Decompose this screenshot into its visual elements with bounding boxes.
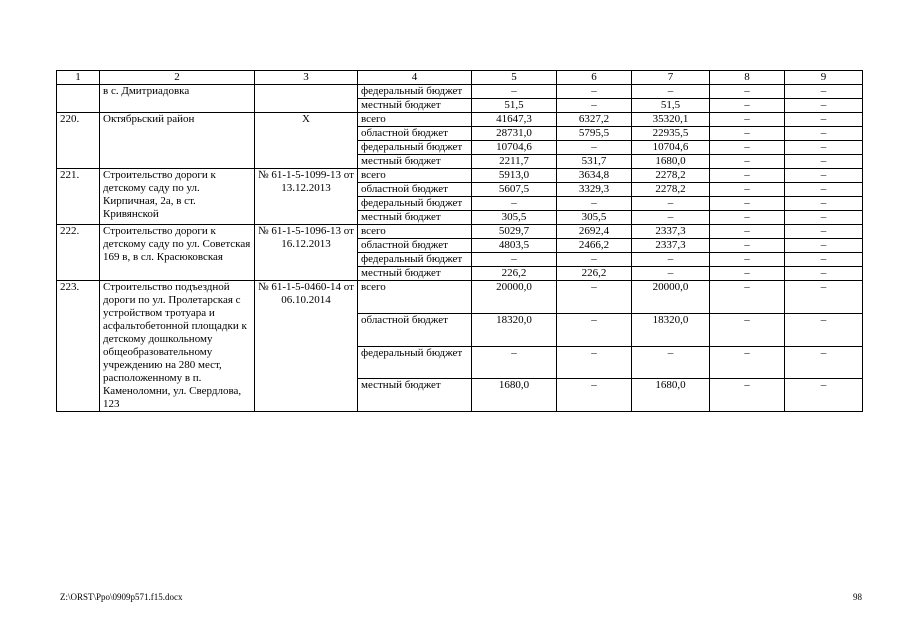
value-col6: 5795,5: [557, 127, 632, 141]
value-col6: –: [557, 141, 632, 155]
funding-source: федеральный бюджет: [358, 141, 472, 155]
funding-source: всего: [358, 113, 472, 127]
value-col8: –: [710, 313, 785, 346]
value-col6: 305,5: [557, 211, 632, 225]
funding-source: местный бюджет: [358, 267, 472, 281]
value-total: 41647,3: [472, 113, 557, 127]
value-col6: –: [557, 99, 632, 113]
value-col9: –: [785, 225, 863, 239]
value-col7: 51,5: [632, 99, 710, 113]
value-total: 10704,6: [472, 141, 557, 155]
value-total: 51,5: [472, 99, 557, 113]
value-col6: –: [557, 346, 632, 379]
value-col6: 2466,2: [557, 239, 632, 253]
row-number: [57, 85, 100, 113]
value-total: 5029,7: [472, 225, 557, 239]
header-cell: 2: [100, 71, 255, 85]
document-number: № 61-1-5-0460-14 от 06.10.2014: [255, 281, 358, 412]
row-number: 223.: [57, 281, 100, 412]
value-total: 5607,5: [472, 183, 557, 197]
value-col9: –: [785, 169, 863, 183]
header-cell: 6: [557, 71, 632, 85]
object-name: Октябрьский район: [100, 113, 255, 169]
table-row: [57, 169, 863, 183]
value-total: 4803,5: [472, 239, 557, 253]
value-col8: –: [710, 253, 785, 267]
value-total: –: [472, 253, 557, 267]
value-col7: –: [632, 267, 710, 281]
value-col9: –: [785, 113, 863, 127]
footer-file-path: Z:\ORST\Ppo\0909p571.f15.docx: [60, 592, 183, 602]
funding-source: местный бюджет: [358, 211, 472, 225]
funding-source: федеральный бюджет: [358, 85, 472, 99]
header-cell: 7: [632, 71, 710, 85]
funding-source: всего: [358, 281, 472, 314]
value-col7: –: [632, 85, 710, 99]
value-col6: 6327,2: [557, 113, 632, 127]
header-cell: 5: [472, 71, 557, 85]
value-col9: –: [785, 99, 863, 113]
value-col8: –: [710, 169, 785, 183]
value-col7: 20000,0: [632, 281, 710, 314]
value-col8: –: [710, 346, 785, 379]
value-col8: –: [710, 197, 785, 211]
value-col9: –: [785, 127, 863, 141]
table-header-row: [57, 71, 863, 85]
value-col6: –: [557, 197, 632, 211]
value-col7: –: [632, 253, 710, 267]
funding-source: всего: [358, 169, 472, 183]
value-col9: –: [785, 155, 863, 169]
value-col9: –: [785, 85, 863, 99]
value-col7: –: [632, 211, 710, 225]
value-col7: 1680,0: [632, 155, 710, 169]
value-col8: –: [710, 239, 785, 253]
value-col8: –: [710, 141, 785, 155]
value-col6: –: [557, 281, 632, 314]
value-col9: –: [785, 211, 863, 225]
document-number: № 61-1-5-1096-13 от 16.12.2013: [255, 225, 358, 281]
value-col7: 10704,6: [632, 141, 710, 155]
value-col8: –: [710, 99, 785, 113]
value-col8: –: [710, 379, 785, 412]
value-col7: 2337,3: [632, 225, 710, 239]
header-cell: 8: [710, 71, 785, 85]
value-total: 5913,0: [472, 169, 557, 183]
value-total: 2211,7: [472, 155, 557, 169]
funding-source: федеральный бюджет: [358, 346, 472, 379]
table-row: [57, 113, 863, 127]
value-col8: –: [710, 211, 785, 225]
value-total: 28731,0: [472, 127, 557, 141]
value-col6: –: [557, 313, 632, 346]
value-col9: –: [785, 379, 863, 412]
value-total: 1680,0: [472, 379, 557, 412]
value-col7: –: [632, 346, 710, 379]
value-col8: –: [710, 183, 785, 197]
document-number: [255, 85, 358, 113]
value-col9: –: [785, 239, 863, 253]
value-col9: –: [785, 253, 863, 267]
value-col7: 18320,0: [632, 313, 710, 346]
value-col6: –: [557, 253, 632, 267]
value-total: –: [472, 197, 557, 211]
object-name: Строительство дороги к детскому саду по ул. Кирпичная, 2а, в ст. Кривянской: [100, 169, 255, 225]
header-cell: 9: [785, 71, 863, 85]
value-col8: –: [710, 85, 785, 99]
value-col6: –: [557, 379, 632, 412]
value-col6: –: [557, 85, 632, 99]
value-col7: 2278,2: [632, 183, 710, 197]
header-cell: 4: [358, 71, 472, 85]
funding-source: местный бюджет: [358, 155, 472, 169]
value-col8: –: [710, 267, 785, 281]
footer-page-number: 98: [853, 592, 862, 602]
value-col8: –: [710, 113, 785, 127]
document-number: Х: [255, 113, 358, 169]
value-col8: –: [710, 225, 785, 239]
budget-table: [56, 70, 863, 412]
value-col9: –: [785, 267, 863, 281]
value-col9: –: [785, 183, 863, 197]
value-col7: 2278,2: [632, 169, 710, 183]
row-number: 220.: [57, 113, 100, 169]
object-name: Строительство дороги к детскому саду по ул. Советская 169 в, в сл. Красюковская: [100, 225, 255, 281]
value-col9: –: [785, 346, 863, 379]
value-col9: –: [785, 281, 863, 314]
value-total: –: [472, 346, 557, 379]
value-col8: –: [710, 281, 785, 314]
value-col7: –: [632, 197, 710, 211]
value-total: 18320,0: [472, 313, 557, 346]
row-number: 221.: [57, 169, 100, 225]
value-col7: 22935,5: [632, 127, 710, 141]
value-col7: 2337,3: [632, 239, 710, 253]
document-number: № 61-1-5-1099-13 от 13.12.2013: [255, 169, 358, 225]
object-name: Строительство подъездной дороги по ул. Пролетарская с устройством тротуара и асфальтобетонной площадки к детскому дошкольному общеобразовательному учреждению на 280 мест, расположенному в п. Каменоломни, ул. Свердлова, 123: [100, 281, 255, 412]
table-row: [57, 281, 863, 314]
funding-source: областной бюджет: [358, 183, 472, 197]
header-cell: 1: [57, 71, 100, 85]
value-col6: 3329,3: [557, 183, 632, 197]
value-total: –: [472, 85, 557, 99]
table-row: [57, 85, 863, 99]
value-col7: 1680,0: [632, 379, 710, 412]
header-cell: 3: [255, 71, 358, 85]
funding-source: всего: [358, 225, 472, 239]
funding-source: федеральный бюджет: [358, 197, 472, 211]
value-col9: –: [785, 197, 863, 211]
value-col9: –: [785, 313, 863, 346]
value-col6: 531,7: [557, 155, 632, 169]
value-total: 20000,0: [472, 281, 557, 314]
value-col9: –: [785, 141, 863, 155]
value-col8: –: [710, 127, 785, 141]
value-col6: 2692,4: [557, 225, 632, 239]
value-col8: –: [710, 155, 785, 169]
value-total: 305,5: [472, 211, 557, 225]
funding-source: областной бюджет: [358, 313, 472, 346]
funding-source: федеральный бюджет: [358, 253, 472, 267]
value-total: 226,2: [472, 267, 557, 281]
value-col6: 3634,8: [557, 169, 632, 183]
row-number: 222.: [57, 225, 100, 281]
funding-source: местный бюджет: [358, 99, 472, 113]
funding-source: областной бюджет: [358, 127, 472, 141]
funding-source: областной бюджет: [358, 239, 472, 253]
value-col7: 35320,1: [632, 113, 710, 127]
value-col6: 226,2: [557, 267, 632, 281]
funding-source: местный бюджет: [358, 379, 472, 412]
table-row: [57, 225, 863, 239]
object-name: в с. Дмитриадовка: [100, 85, 255, 113]
